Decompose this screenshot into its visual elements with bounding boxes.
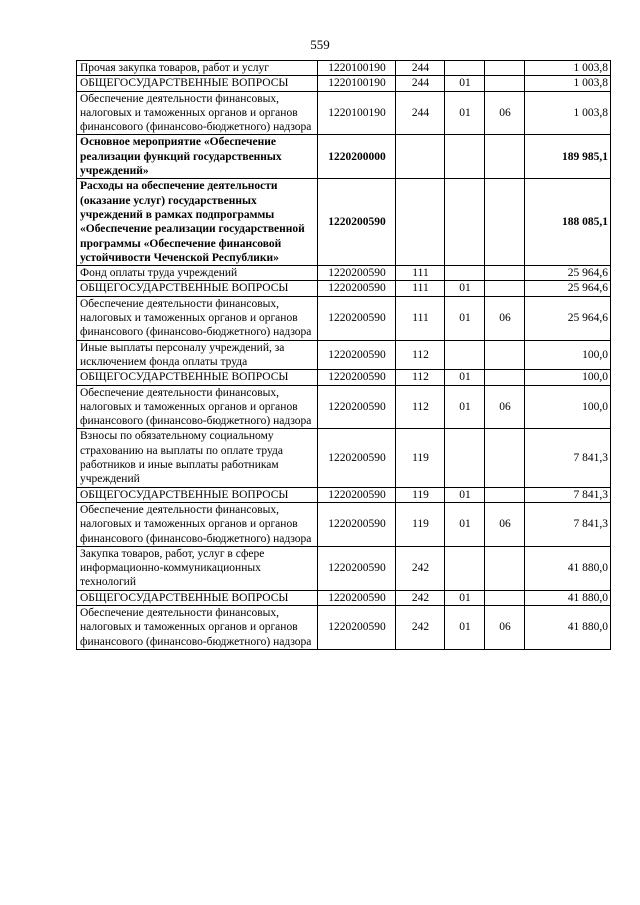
row-target-code: 1220200590 xyxy=(318,546,396,590)
row-section: 01 xyxy=(445,281,485,296)
row-section xyxy=(445,61,485,76)
row-expense-type: 111 xyxy=(396,266,445,281)
row-target-code: 1220200590 xyxy=(318,502,396,546)
table-row xyxy=(77,340,611,370)
row-section: 01 xyxy=(445,590,485,605)
row-name: ОБЩЕГОСУДАРСТВЕННЫЕ ВОПРОСЫ xyxy=(77,370,318,385)
row-name: ОБЩЕГОСУДАРСТВЕННЫЕ ВОПРОСЫ xyxy=(77,76,318,91)
row-amount: 7 841,3 xyxy=(525,502,611,546)
row-amount: 1 003,8 xyxy=(525,61,611,76)
row-expense-type: 111 xyxy=(396,296,445,340)
row-expense-type: 244 xyxy=(396,61,445,76)
row-expense-type: 111 xyxy=(396,281,445,296)
row-expense-type: 119 xyxy=(396,487,445,502)
row-target-code: 1220100190 xyxy=(318,76,396,91)
row-subsection: 06 xyxy=(485,502,525,546)
row-section xyxy=(445,546,485,590)
row-name: Расходы на обеспечение деятельности (оказание услуг) государственных учреждений в рамках подпрограммы «Обеспечение реализации государственной программы «Обеспечение финансовой устойчивости Чеченской Республики» xyxy=(77,179,318,266)
table-row xyxy=(77,281,611,296)
row-subsection xyxy=(485,370,525,385)
table-row xyxy=(77,76,611,91)
row-target-code: 1220200000 xyxy=(318,135,396,179)
row-target-code: 1220200590 xyxy=(318,605,396,649)
row-section xyxy=(445,429,485,487)
page-number: 559 xyxy=(310,37,330,52)
row-name: Обеспечение деятельности финансовых, налоговых и таможенных органов и органов финансового (финансово-бюджетного) надзора xyxy=(77,91,318,135)
table-row xyxy=(77,502,611,546)
table-row xyxy=(77,91,611,135)
row-subsection xyxy=(485,340,525,370)
row-section: 01 xyxy=(445,502,485,546)
row-name: Взносы по обязательному социальному страхованию на выплаты по оплате труда работников и иные выплаты работникам учреждений xyxy=(77,429,318,487)
table-row xyxy=(77,370,611,385)
table-row xyxy=(77,429,611,487)
table-row xyxy=(77,590,611,605)
row-amount: 25 964,6 xyxy=(525,296,611,340)
row-name: ОБЩЕГОСУДАРСТВЕННЫЕ ВОПРОСЫ xyxy=(77,590,318,605)
row-subsection: 06 xyxy=(485,296,525,340)
row-amount: 1 003,8 xyxy=(525,91,611,135)
row-amount: 100,0 xyxy=(525,370,611,385)
row-name: Основное мероприятие «Обеспечение реализации функций государственных учреждений» xyxy=(77,135,318,179)
table-row xyxy=(77,61,611,76)
row-amount: 41 880,0 xyxy=(525,546,611,590)
row-expense-type: 112 xyxy=(396,385,445,429)
row-name: ОБЩЕГОСУДАРСТВЕННЫЕ ВОПРОСЫ xyxy=(77,281,318,296)
row-expense-type: 242 xyxy=(396,605,445,649)
row-name: ОБЩЕГОСУДАРСТВЕННЫЕ ВОПРОСЫ xyxy=(77,487,318,502)
row-name: Обеспечение деятельности финансовых, налоговых и таможенных органов и органов финансового (финансово-бюджетного) надзора xyxy=(77,385,318,429)
budget-table xyxy=(76,60,611,650)
table-row xyxy=(77,266,611,281)
row-section: 01 xyxy=(445,76,485,91)
row-subsection xyxy=(485,266,525,281)
row-amount: 25 964,6 xyxy=(525,281,611,296)
table-row xyxy=(77,135,611,179)
row-section: 01 xyxy=(445,385,485,429)
row-name: Обеспечение деятельности финансовых, налоговых и таможенных органов и органов финансового (финансово-бюджетного) надзора xyxy=(77,502,318,546)
row-amount: 7 841,3 xyxy=(525,429,611,487)
table-row xyxy=(77,546,611,590)
row-amount: 100,0 xyxy=(525,340,611,370)
row-target-code: 1220200590 xyxy=(318,385,396,429)
row-subsection: 06 xyxy=(485,91,525,135)
table-row xyxy=(77,296,611,340)
row-expense-type xyxy=(396,179,445,266)
row-section: 01 xyxy=(445,296,485,340)
row-name: Фонд оплаты труда учреждений xyxy=(77,266,318,281)
row-subsection xyxy=(485,76,525,91)
row-subsection: 06 xyxy=(485,385,525,429)
row-amount: 100,0 xyxy=(525,385,611,429)
row-expense-type: 242 xyxy=(396,546,445,590)
row-target-code: 1220100190 xyxy=(318,61,396,76)
row-name: Прочая закупка товаров, работ и услуг xyxy=(77,61,318,76)
row-section xyxy=(445,135,485,179)
budget-table-body xyxy=(77,61,611,650)
row-target-code: 1220200590 xyxy=(318,296,396,340)
row-subsection xyxy=(485,135,525,179)
row-subsection xyxy=(485,429,525,487)
row-expense-type: 242 xyxy=(396,590,445,605)
row-subsection xyxy=(485,179,525,266)
row-amount: 41 880,0 xyxy=(525,590,611,605)
row-target-code: 1220200590 xyxy=(318,179,396,266)
row-section xyxy=(445,340,485,370)
row-expense-type: 112 xyxy=(396,340,445,370)
row-section: 01 xyxy=(445,605,485,649)
table-row xyxy=(77,487,611,502)
row-target-code: 1220100190 xyxy=(318,91,396,135)
row-section: 01 xyxy=(445,487,485,502)
row-subsection xyxy=(485,61,525,76)
row-subsection xyxy=(485,281,525,296)
row-target-code: 1220200590 xyxy=(318,281,396,296)
row-expense-type: 119 xyxy=(396,429,445,487)
row-amount: 189 985,1 xyxy=(525,135,611,179)
row-expense-type: 244 xyxy=(396,76,445,91)
row-name: Закупка товаров, работ, услуг в сфере информационно-коммуникационных технологий xyxy=(77,546,318,590)
row-subsection xyxy=(485,487,525,502)
row-target-code: 1220200590 xyxy=(318,340,396,370)
row-subsection xyxy=(485,546,525,590)
row-target-code: 1220200590 xyxy=(318,429,396,487)
row-name: Обеспечение деятельности финансовых, налоговых и таможенных органов и органов финансового (финансово-бюджетного) надзора xyxy=(77,605,318,649)
row-expense-type: 112 xyxy=(396,370,445,385)
table-row xyxy=(77,385,611,429)
row-amount: 7 841,3 xyxy=(525,487,611,502)
row-expense-type xyxy=(396,135,445,179)
row-expense-type: 244 xyxy=(396,91,445,135)
table-row xyxy=(77,179,611,266)
row-name: Иные выплаты персоналу учреждений, за исключением фонда оплаты труда xyxy=(77,340,318,370)
row-amount: 1 003,8 xyxy=(525,76,611,91)
row-expense-type: 119 xyxy=(396,502,445,546)
row-amount: 188 085,1 xyxy=(525,179,611,266)
row-section: 01 xyxy=(445,370,485,385)
row-amount: 41 880,0 xyxy=(525,605,611,649)
table-row xyxy=(77,605,611,649)
row-section: 01 xyxy=(445,91,485,135)
row-target-code: 1220200590 xyxy=(318,370,396,385)
row-section xyxy=(445,266,485,281)
row-target-code: 1220200590 xyxy=(318,266,396,281)
row-name: Обеспечение деятельности финансовых, налоговых и таможенных органов и органов финансового (финансово-бюджетного) надзора xyxy=(77,296,318,340)
row-subsection xyxy=(485,590,525,605)
row-target-code: 1220200590 xyxy=(318,487,396,502)
row-section xyxy=(445,179,485,266)
row-amount: 25 964,6 xyxy=(525,266,611,281)
row-target-code: 1220200590 xyxy=(318,590,396,605)
row-subsection: 06 xyxy=(485,605,525,649)
